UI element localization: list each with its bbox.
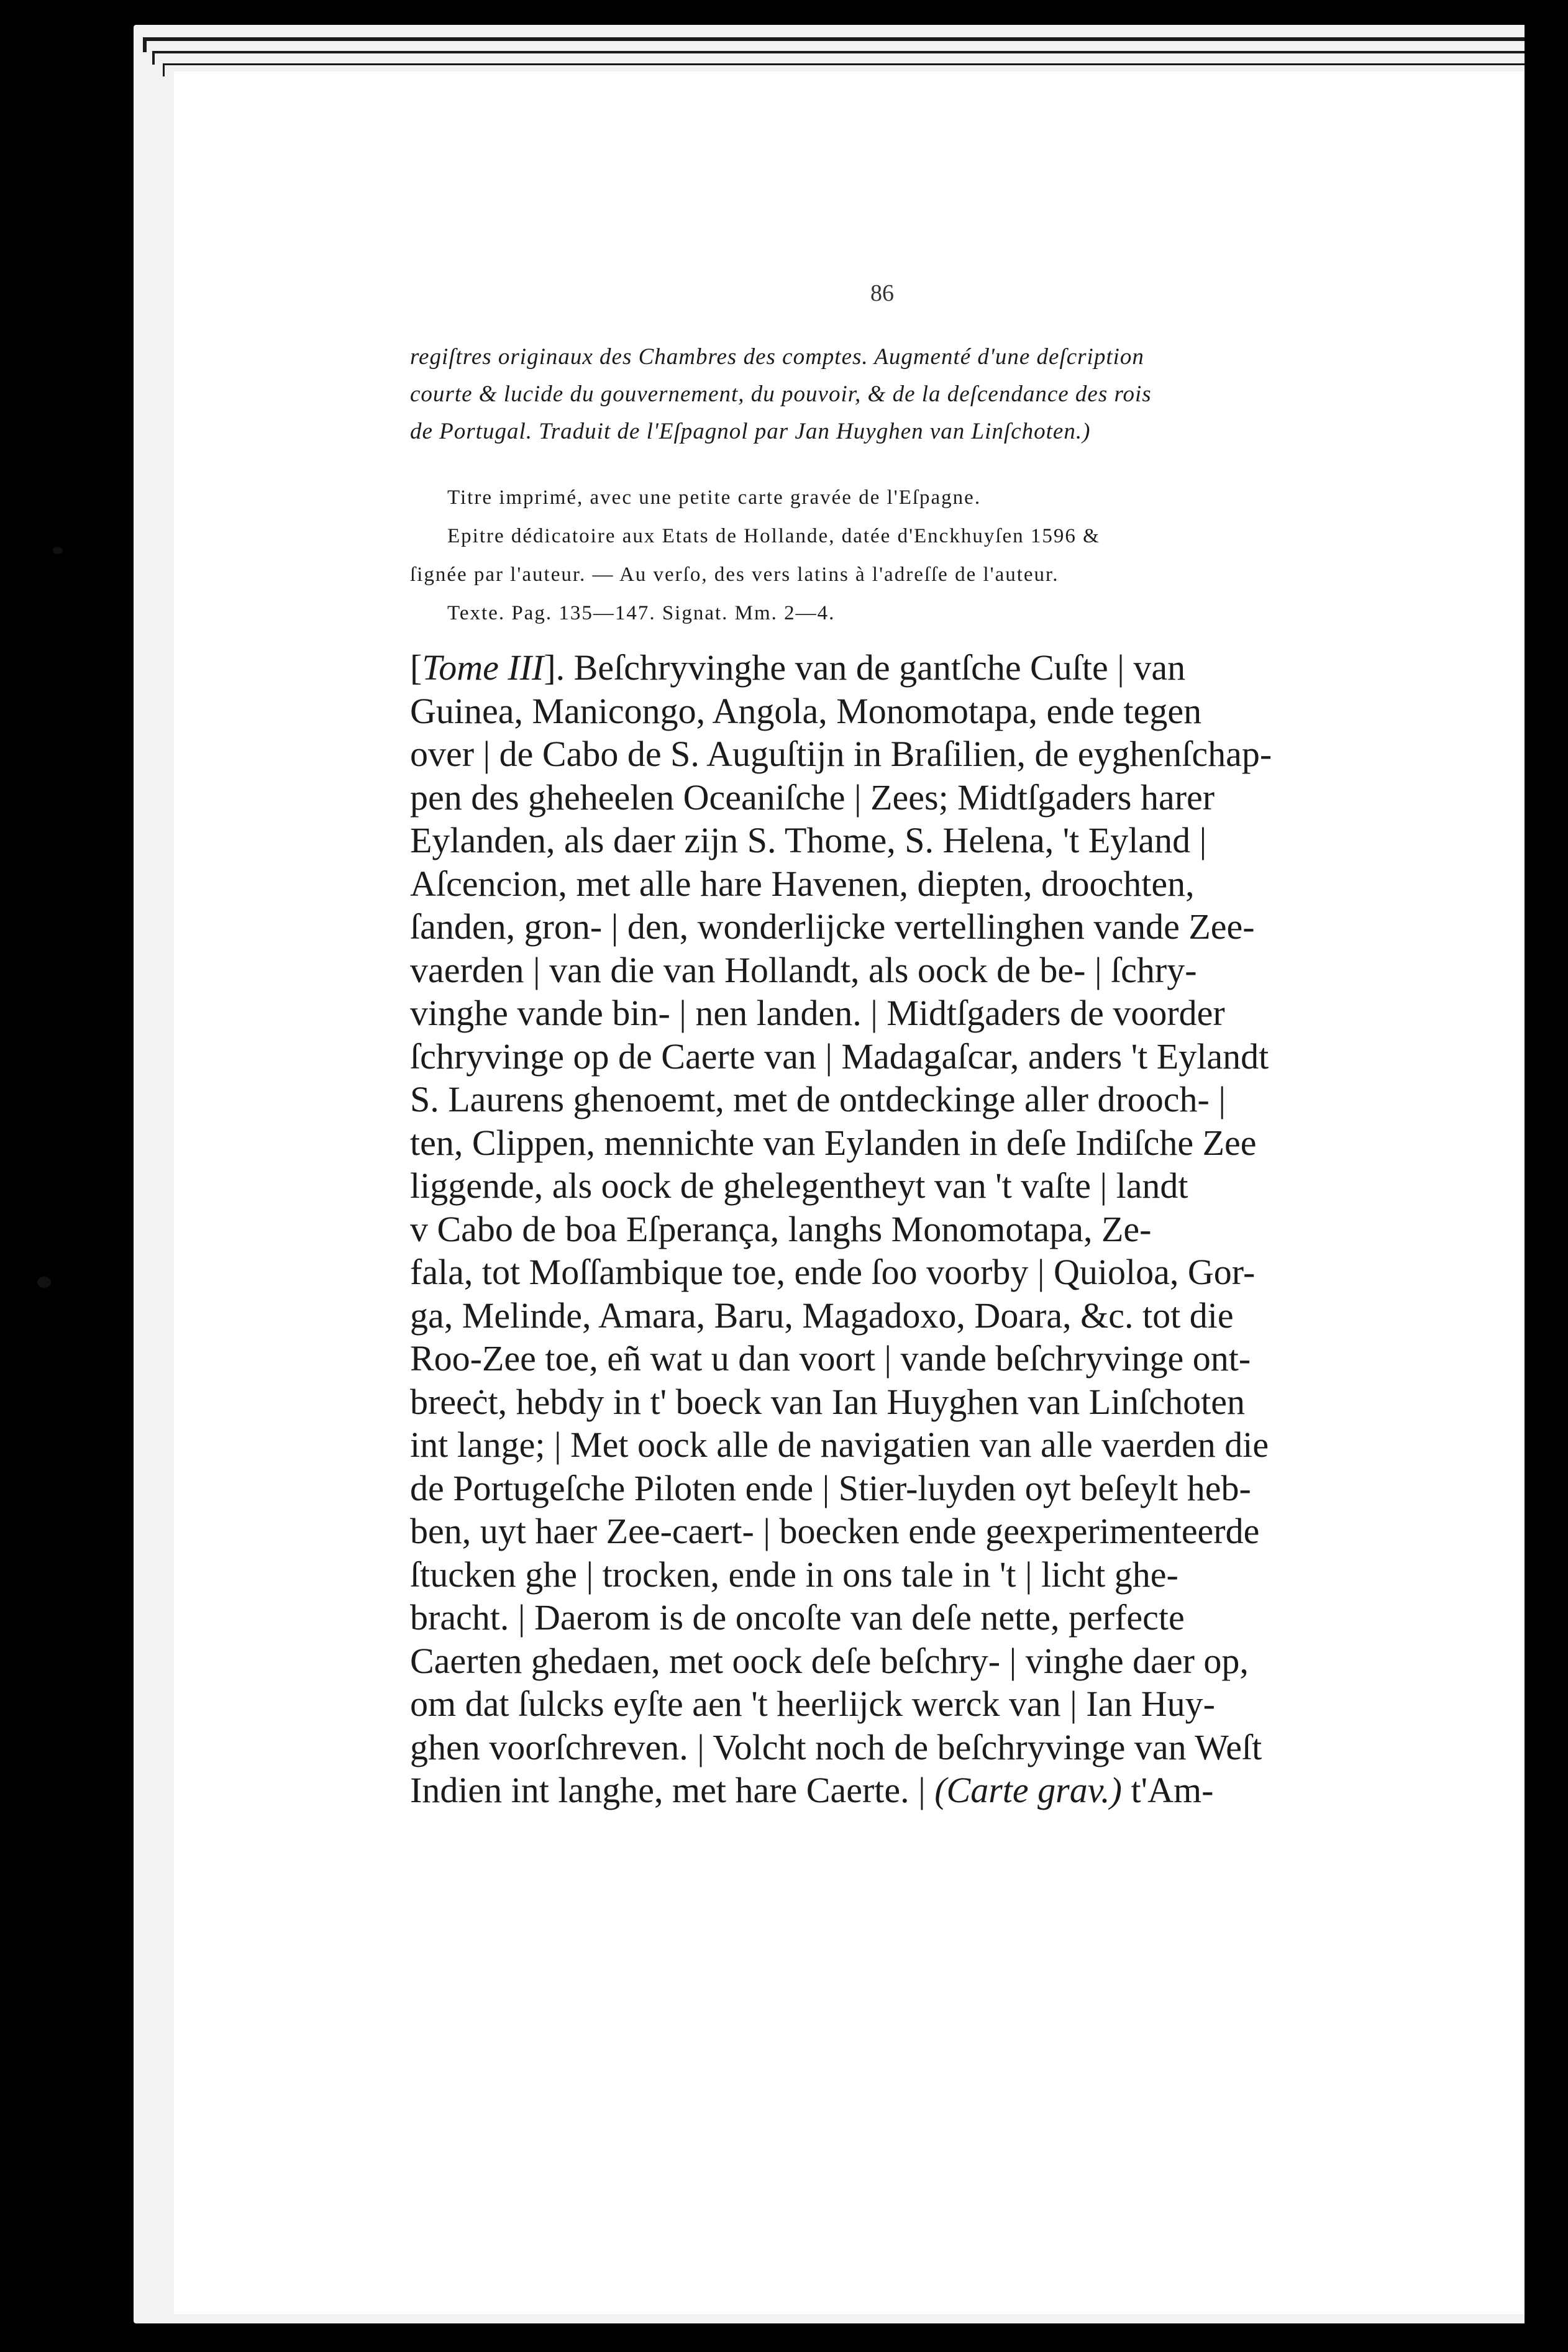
- main-line: ſanden, gron- | den, wonderlijcke vertellinghen vande Zee-: [410, 906, 1255, 947]
- note-line: Texte. Pag. 135—147. Signat. Mm. 2—4.: [447, 602, 836, 624]
- main-line: ga, Melinde, Amara, Baru, Magadoxo, Doara, &c. tot die: [410, 1295, 1234, 1336]
- main-line: ben, uyt haer Zee-caert- | boecken ende geexperimenteerde: [410, 1511, 1260, 1551]
- main-line: Aſcencion, met alle hare Havenen, diepten, droochten,: [410, 863, 1195, 904]
- main-line: vaerden | van die van Hollandt, als oock de be- | ſchry-: [410, 949, 1197, 990]
- main-line: vinghe vande bin- | nen landen. | Midtſgaders de voorder: [410, 993, 1225, 1033]
- main-line: pen des gheheelen Oceaniſche | Zees; Midtſgaders harer: [410, 777, 1215, 818]
- main-line: Eylanden, als daer zijn S. Thome, S. Helena, 't Eyland |: [410, 820, 1207, 860]
- main-line: breeċt, hebdy in t' boeck van Ian Huyghen van Linſchoten: [410, 1381, 1245, 1422]
- main-line-last: Indien int langhe, met hare Caerte. | (Carte grav.) t'Am-: [410, 1770, 1214, 1810]
- main-line: v Cabo de boa Eſperança, langhs Monomotapa, Ze-: [410, 1208, 1152, 1249]
- main-line: Roo-Zee toe, eñ wat u dan voort | vande beſchryvinge ont-: [410, 1338, 1251, 1379]
- bibliographic-notes: [410, 478, 1354, 632]
- tome-label: Tome III: [422, 647, 544, 688]
- page-edge: [152, 51, 1528, 65]
- page-edge: [143, 37, 1532, 52]
- main-line: de Portugeſche Piloten ende | Stier-luyden oyt beſeylt heb-: [410, 1467, 1251, 1508]
- italic-title-block: [410, 339, 1354, 450]
- main-line: ghen voorſchreven. | Volcht noch de beſchryvinge van Weſt: [410, 1726, 1262, 1767]
- note-line: ſignée par l'auteur. — Au verſo, des vers latins à l'adreſſe de l'auteur.: [410, 563, 1059, 586]
- note-line: Epitre dédicatoire aux Etats de Hollande, datée d'Enckhuyſen 1596 &: [447, 525, 1100, 547]
- italic-line: regiſtres originaux des Chambres des comptes. Augmenté d'une deſcription: [410, 344, 1144, 370]
- scan-speck: [53, 547, 63, 554]
- main-line: Caerten ghedaen, met oock deſe beſchry- | vinghe daer op,: [410, 1640, 1249, 1681]
- page-number: 86: [870, 280, 894, 306]
- main-line: over | de Cabo de S. Auguſtijn in Braſilien, de eyghenſchap-: [410, 734, 1272, 774]
- scan-right-margin: [1525, 0, 1568, 2352]
- scan-speck: [37, 1277, 51, 1288]
- main-line: bracht. | Daerom is de oncoſte van deſe nette, perfecte: [410, 1597, 1185, 1638]
- main-line: fala, tot Moſſambique toe, ende ſoo voorby | Quioloa, Gor-: [410, 1252, 1256, 1292]
- note-line: Titre imprimé, avec une petite carte gravée de l'Eſpagne.: [447, 486, 982, 509]
- main-line: ten, Clippen, mennichte van Eylanden in deſe Indiſche Zee: [410, 1122, 1257, 1163]
- main-line: S. Laurens ghenoemt, met de ontdeckinge aller drooch- |: [410, 1079, 1226, 1119]
- main-line: int lange; | Met oock alle de navigatien van alle vaerden die: [410, 1424, 1269, 1465]
- main-line: [Tome III]. Beſchryvinghe van de gantſche Cuſte | van: [410, 647, 1186, 688]
- main-line: ſtucken ghe | trocken, ende in ons tale in 't | licht ghe-: [410, 1554, 1178, 1595]
- italic-line: courte & lucide du gouvernement, du pouvoir, & de la deſcendance des rois: [410, 381, 1152, 407]
- italic-line: de Portugal. Traduit de l'Eſpagnol par Jan Huyghen van Linſchoten.): [410, 419, 1091, 444]
- main-line: Guinea, Manicongo, Angola, Monomotapa, ende tegen: [410, 690, 1202, 731]
- scan-left-margin: [0, 0, 146, 2352]
- main-entry: [410, 646, 1354, 1812]
- main-line: ſchryvinge op de Caerte van | Madagaſcar, anders 't Eylandt: [410, 1036, 1269, 1077]
- carte-grav-note: (Carte grav.): [934, 1770, 1122, 1810]
- main-line: liggende, als oock de ghelegentheyt van 't vaſte | landt: [410, 1165, 1188, 1206]
- main-line: om dat ſulcks eyſte aen 't heerlijck werck van | Ian Huy-: [410, 1684, 1215, 1724]
